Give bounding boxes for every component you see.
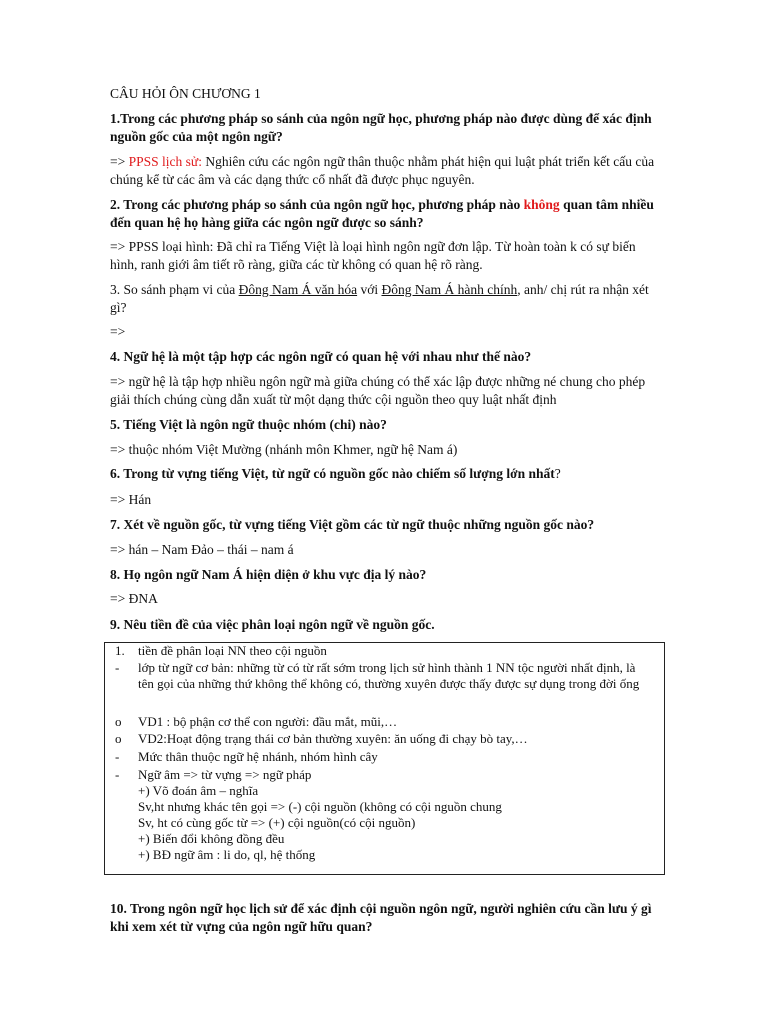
answer-7: => hán – Nam Đảo – thái – nam á bbox=[110, 542, 294, 557]
question-3-part3: , anh/ chị rút ra nhận xét gì? bbox=[110, 282, 649, 315]
answer-1-text: Nghiên cứu các ngôn ngữ thân thuộc nhằm phát hiện qui luật phát triển kết cấu của chúng kể từ các âm và các dạng thức cổ nhất đã được phục nguyên. bbox=[110, 154, 655, 187]
question-8: 8. Họ ngôn ngữ Nam Á hiện diện ở khu vực địa lý nào? bbox=[110, 567, 427, 582]
question-3-underline-2: Đông Nam Á hành chính bbox=[381, 282, 518, 297]
question-6-text: 6. Trong từ vựng tiếng Việt, từ ngữ có nguồn gốc nào chiếm số lượng lớn nhất bbox=[110, 466, 555, 481]
question-6 bbox=[110, 465, 658, 483]
notes-box bbox=[104, 642, 665, 875]
question-4: 4. Ngữ hệ là một tập hợp các ngôn ngữ có quan hệ với nhau như thế nào? bbox=[110, 349, 532, 364]
answer-5: => thuộc nhóm Việt Mường (nhánh môn Khmer, ngữ hệ Nam á) bbox=[110, 442, 458, 457]
question-3-underline-1: Đông Nam Á văn hóa bbox=[238, 282, 358, 297]
notes-item-text: Mức thân thuộc ngữ hệ nhánh, nhóm hình cây bbox=[138, 749, 378, 764]
answer-4: => ngữ hệ là tập hợp nhiều ngôn ngữ mà giữa chúng có thể xác lập được những né chung cho phép giải thích chúng cùng dẫn xuất từ một dạng thức cội nguồn theo quy luật nhất định bbox=[110, 374, 646, 407]
page-title: CÂU HỎI ÔN CHƯƠNG 1 bbox=[110, 86, 261, 101]
list-marker: 1. bbox=[115, 643, 125, 658]
list-marker: - bbox=[115, 767, 120, 782]
question-7: 7. Xét về nguồn gốc, từ vựng tiếng Việt gồm các từ ngữ thuộc những nguồn gốc nào? bbox=[110, 517, 595, 532]
notes-line-text: Sv,ht nhưng khác tên gọi => (-) cội nguồn (không có cội nguồn chung bbox=[138, 799, 502, 814]
notes-item-text: VD1 : bộ phận cơ thể con người: đầu mắt, mũi,… bbox=[138, 714, 398, 729]
question-9: 9. Nêu tiền đề của việc phân loại ngôn ngữ về nguồn gốc. bbox=[110, 617, 435, 632]
list-marker: o bbox=[115, 731, 122, 746]
list-marker: - bbox=[115, 660, 120, 675]
question-3-part2: với bbox=[357, 282, 382, 297]
question-2-highlight: không bbox=[523, 197, 560, 212]
notes-item-text: Ngữ âm => từ vựng => ngữ pháp bbox=[138, 767, 312, 782]
answer-1-prefix: => bbox=[110, 154, 129, 169]
answer-8: => ĐNA bbox=[110, 591, 158, 606]
question-10: 10. Trong ngôn ngữ học lịch sử để xác định cội nguồn ngôn ngữ, người nghiên cứu cần lưu ý gì khi xem xét từ vựng của ngôn ngữ hữu quan? bbox=[110, 901, 652, 934]
question-2-part1: 2. Trong các phương pháp so sánh của ngôn ngữ học, phương pháp nào bbox=[110, 197, 524, 212]
answer-1-highlight: PPSS lịch sử: bbox=[128, 154, 202, 169]
question-2 bbox=[110, 196, 658, 232]
answer-3: => bbox=[110, 324, 126, 339]
notes-line-text: +) Biến đổi không đồng đều bbox=[138, 831, 285, 846]
question-5: 5. Tiếng Việt là ngôn ngữ thuộc nhóm (chi) nào? bbox=[110, 417, 387, 432]
question-3 bbox=[110, 281, 658, 317]
answer-6: => Hán bbox=[110, 492, 152, 507]
notes-item-text: lớp từ ngữ cơ bản: những từ có từ rất sớm trong lịch sử hình thành 1 NN tộc người nhất định, là tên gọi của những thứ không thể không có, thường xuyên được thấy được sự dụng trong đời ống bbox=[138, 660, 640, 691]
question-6-tail: ? bbox=[554, 466, 561, 481]
answer-2: => PPSS loại hình: Đã chỉ ra Tiếng Việt là loại hình ngôn ngữ đơn lập. Từ hoàn toàn k có sự biến hình, ranh giới âm tiết rõ ràng, giữa các từ không có quan hệ rõ ràng. bbox=[110, 239, 636, 272]
question-1: 1.Trong các phương pháp so sánh của ngôn ngữ học, phương pháp nào được dùng để xác định nguồn gốc của một ngôn ngữ? bbox=[110, 111, 652, 144]
list-marker: o bbox=[115, 714, 122, 729]
list-marker: - bbox=[115, 749, 120, 764]
question-2-part2: quan tâm nhiều đến quan hệ họ hàng giữa các ngôn ngữ được so sánh? bbox=[110, 197, 654, 230]
notes-line-text: +) Võ đoán âm – nghĩa bbox=[138, 783, 259, 798]
notes-item-text: VD2:Hoạt động trạng thái cơ bản thường xuyên: ăn uống đi chạy bò tay,… bbox=[138, 731, 528, 746]
notes-item-text: tiền đề phân loại NN theo cội nguồn bbox=[138, 643, 327, 658]
question-3-part1: 3. So sánh phạm vi của bbox=[110, 282, 239, 297]
answer-1 bbox=[110, 153, 658, 189]
notes-line-text: +) BĐ ngữ âm : li do, ql, hệ thống bbox=[138, 847, 316, 862]
notes-line-text: Sv, ht có cùng gốc từ => (+) cội nguồn(có cội nguồn) bbox=[138, 815, 416, 830]
